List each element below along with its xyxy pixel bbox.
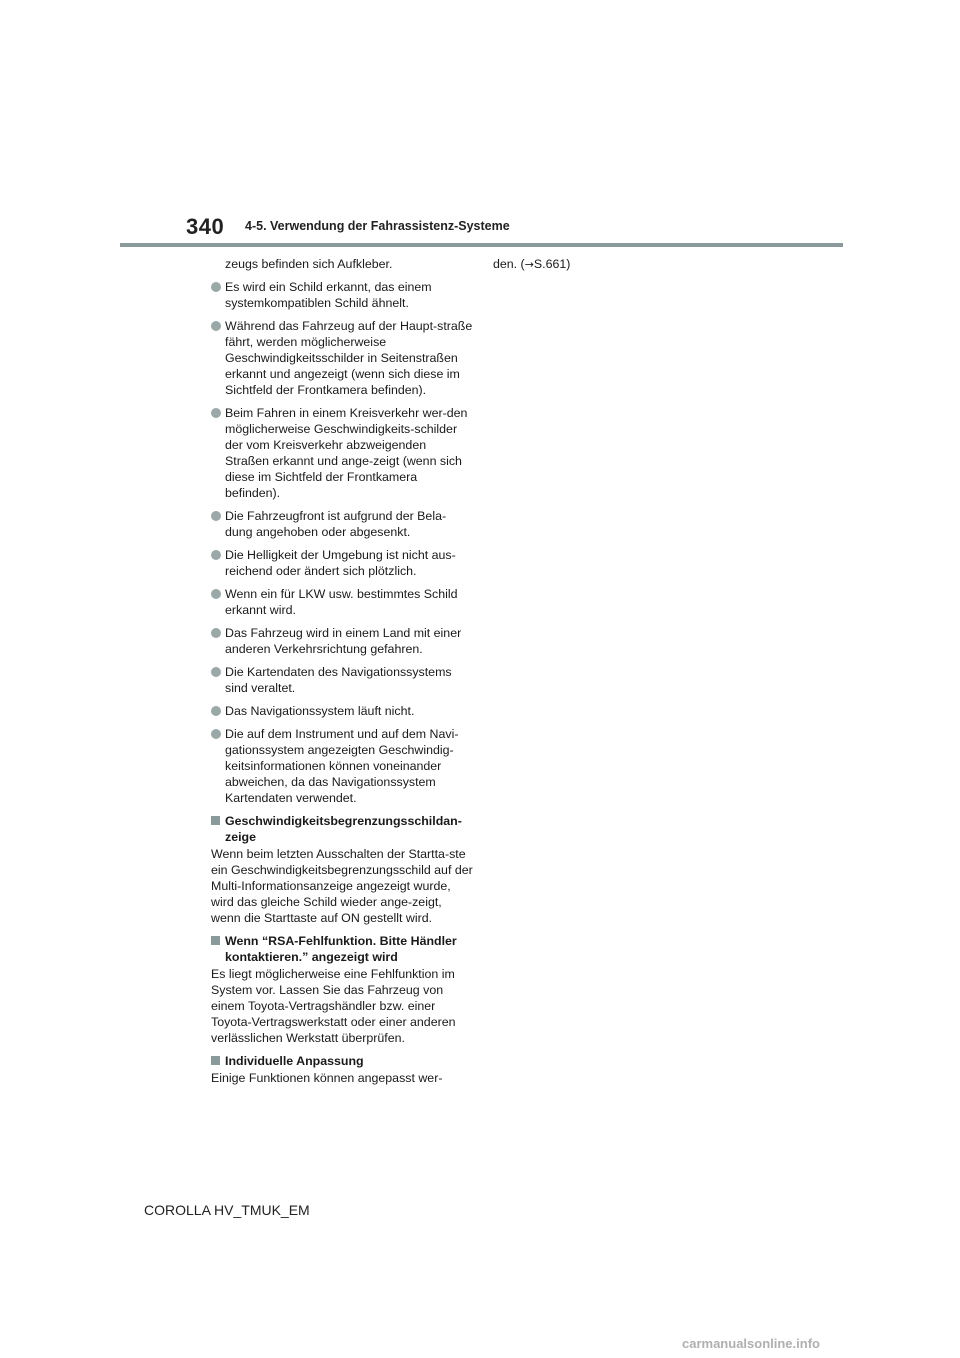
bullet-item: Die Fahrzeugfront ist aufgrund der Bela-dung angehoben oder abgesenkt.	[211, 508, 473, 540]
bullet-item: Beim Fahren in einem Kreisverkehr wer-den möglicherweise Geschwindigkeits-schilder der vom Kreisverkehr abzweigenden Straßen erkannt und ange-zeigt (wenn sich diese im Sichtfeld der Frontkamera befinden).	[211, 405, 473, 501]
section-heading: Geschwindigkeitsbegrenzungsschildan-zeige	[211, 813, 473, 845]
arrow-icon: →	[524, 258, 534, 271]
square-marker-icon	[211, 816, 220, 825]
bullet-item: Während das Fahrzeug auf der Haupt-straße fährt, werden möglicherweise Geschwindigkeitsschilder in Seitenstraßen erkannt und angezeigt (wenn sich diese im Sichtfeld der Frontkamera befinden).	[211, 318, 473, 398]
footer-model: COROLLA HV_TMUK_EM	[144, 1202, 310, 1218]
square-marker-icon	[211, 1056, 220, 1065]
square-marker-icon	[211, 936, 220, 945]
section-text: Es liegt möglicherweise eine Fehlfunktion im System vor. Lassen Sie das Fahrzeug von einem Toyota-Vertragshändler bzw. einer Toyota-Vertragswerkstatt oder einer anderen verlässlichen Werkstatt überprüfen.	[211, 967, 456, 1045]
bullet-item: Wenn ein für LKW usw. bestimmtes Schild erkannt wird.	[211, 586, 473, 618]
section-text: Einige Funktionen können angepasst wer-	[211, 1071, 443, 1085]
right-column	[493, 256, 743, 273]
section-text: Wenn beim letzten Ausschalten der Startta-ste ein Geschwindigkeitsbegrenzungsschild auf der Multi-Informationsanzeige angezeigt wurde, wird das gleiche Schild wieder ange-zeigt, wenn die Starttaste auf ON gestellt wird.	[211, 847, 473, 925]
page-reference-link[interactable]: S.661	[533, 257, 567, 271]
bullet-dot-icon	[211, 628, 221, 638]
continuation-text: den. (	[493, 257, 525, 271]
bullet-dot-icon	[211, 282, 221, 292]
bullet-dot-icon	[211, 667, 221, 677]
watermark: carmanualsonline.info	[682, 1336, 820, 1351]
continuation-text: zeugs befinden sich Aufkleber.	[225, 257, 393, 271]
bullet-dot-icon	[211, 729, 221, 739]
bullet-item: Das Fahrzeug wird in einem Land mit einer anderen Verkehrsrichtung gefahren.	[211, 625, 473, 657]
bullet-item: Es wird ein Schild erkannt, das einem systemkompatiblen Schild ähnelt.	[211, 279, 473, 311]
bullet-item: Die auf dem Instrument und auf dem Navi-gationssystem angezeigten Geschwindig-keitsinformationen können voneinander abweichen, da das Navigationssystem Kartendaten verwendet.	[211, 726, 473, 806]
left-column	[211, 256, 473, 1093]
bullet-item: Das Navigationssystem läuft nicht.	[211, 703, 473, 719]
bullet-dot-icon	[211, 408, 221, 418]
header-rule	[120, 243, 843, 247]
bullet-dot-icon	[211, 589, 221, 599]
bullet-item: Die Kartendaten des Navigationssystems sind veraltet.	[211, 664, 473, 696]
section-heading: Wenn “RSA-Fehlfunktion. Bitte Händler kontaktieren.” angezeigt wird	[211, 933, 473, 965]
bullet-dot-icon	[211, 321, 221, 331]
bullet-dot-icon	[211, 550, 221, 560]
section-title: 4-5. Verwendung der Fahrassistenz-Systeme	[245, 219, 510, 233]
page-number: 340	[186, 214, 225, 239]
bullet-item: Die Helligkeit der Umgebung ist nicht aus-reichend oder ändert sich plötzlich.	[211, 547, 473, 579]
bullet-dot-icon	[211, 511, 221, 521]
bullet-dot-icon	[211, 706, 221, 716]
section-heading: Individuelle Anpassung	[211, 1053, 473, 1069]
closing-paren: )	[566, 257, 571, 271]
